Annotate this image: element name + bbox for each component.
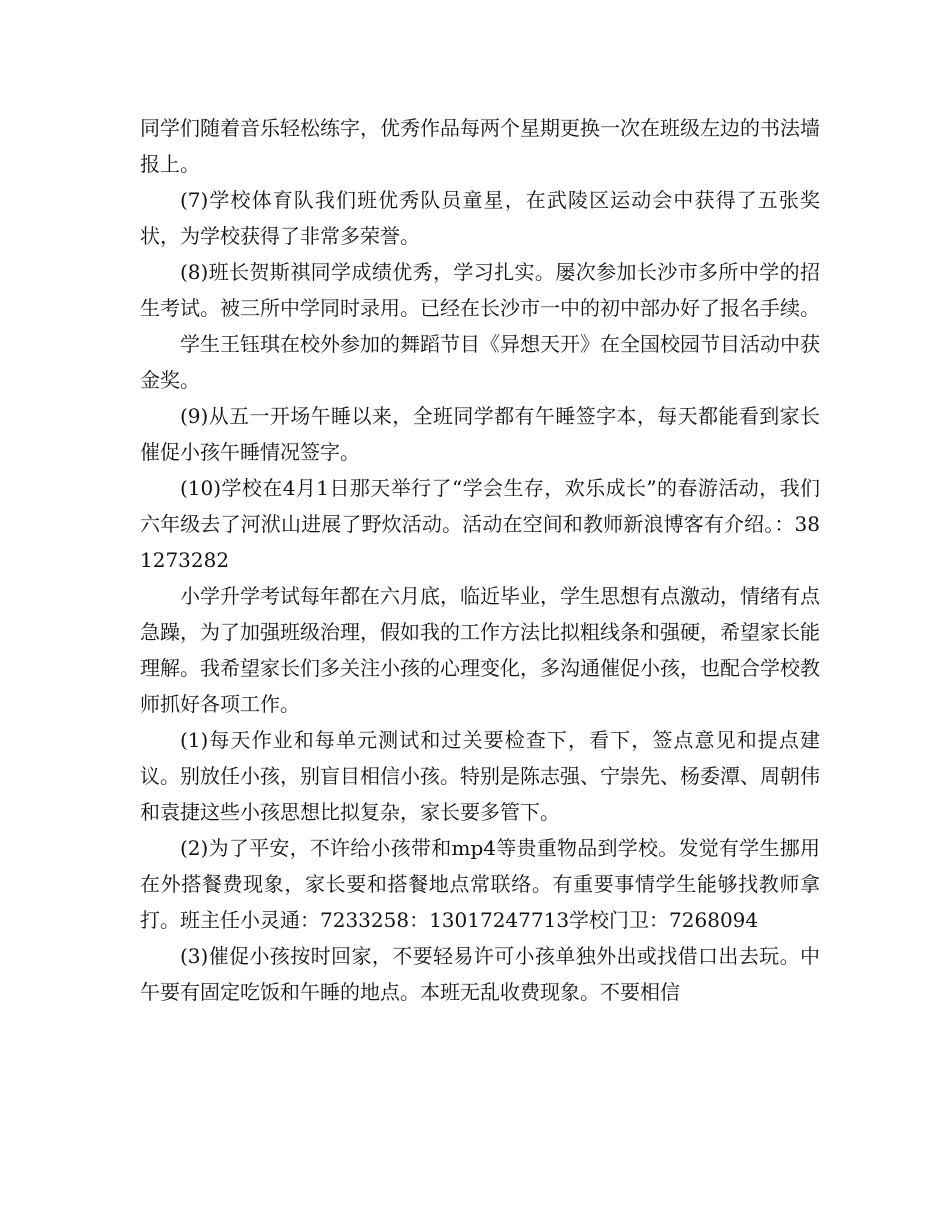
paragraph: 同学们随着音乐轻松练字，优秀作品每两个星期更换一次在班级左边的书法墙报上。 [140,116,820,176]
paragraph: (1)每天作业和每单元测试和过关要检查下，看下，签点意见和提点建议。别放任小孩，别盲目相信小孩。特别是陈志强、宁崇先、杨委潭、周朝伟和袁捷这些小孩思想比拟复杂，家长要多管下。 [140,728,820,824]
paragraph: 小学升学考试每年都在六月底，临近毕业，学生思想有点激动，情绪有点急躁，为了加强班级治理，假如我的工作方法比拟粗线条和强硬，希望家长能理解。我希望家长们多关注小孩的心理变化，多沟通催促小孩，也配合学校教师抓好各项工作。 [140,584,820,716]
paragraph: (3)催促小孩按时回家，不要轻易许可小孩单独外出或找借口出去玩。中午要有固定吃饭和午睡的地点。本班无乱收费现象。不要相信 [140,944,820,1004]
paragraph: 学生王钰琪在校外参加的舞蹈节目《异想天开》在全国校园节目活动中获金奖。 [140,332,820,392]
paragraph: (7)学校体育队我们班优秀队员童星，在武陵区运动会中获得了五张奖状，为学校获得了非常多荣誉。 [140,188,820,248]
paragraph: (2)为了平安，不许给小孩带和mp4等贵重物品到学校。发觉有学生挪用在外搭餐费现象，家长要和搭餐地点常联络。有重要事情学生能够找教师拿打。班主任小灵通：7233258：13017247713学校门卫：7268094 [140,836,820,932]
paragraph: (10)学校在4月1日那天举行了“学会生存，欢乐成长”的春游活动，我们六年级去了河洑山进展了野炊活动。活动在空间和教师新浪博客有介绍。：381273282 [140,476,820,572]
paragraph: (8)班长贺斯祺同学成绩优秀，学习扎实。屡次参加长沙市多所中学的招生考试。被三所中学同时录用。已经在长沙市一中的初中部办好了报名手续。 [140,260,820,320]
paragraph: (9)从五一开场午睡以来，全班同学都有午睡签字本，每天都能看到家长催促小孩午睡情况签字。 [140,404,820,464]
document-body [140,110,820,1010]
